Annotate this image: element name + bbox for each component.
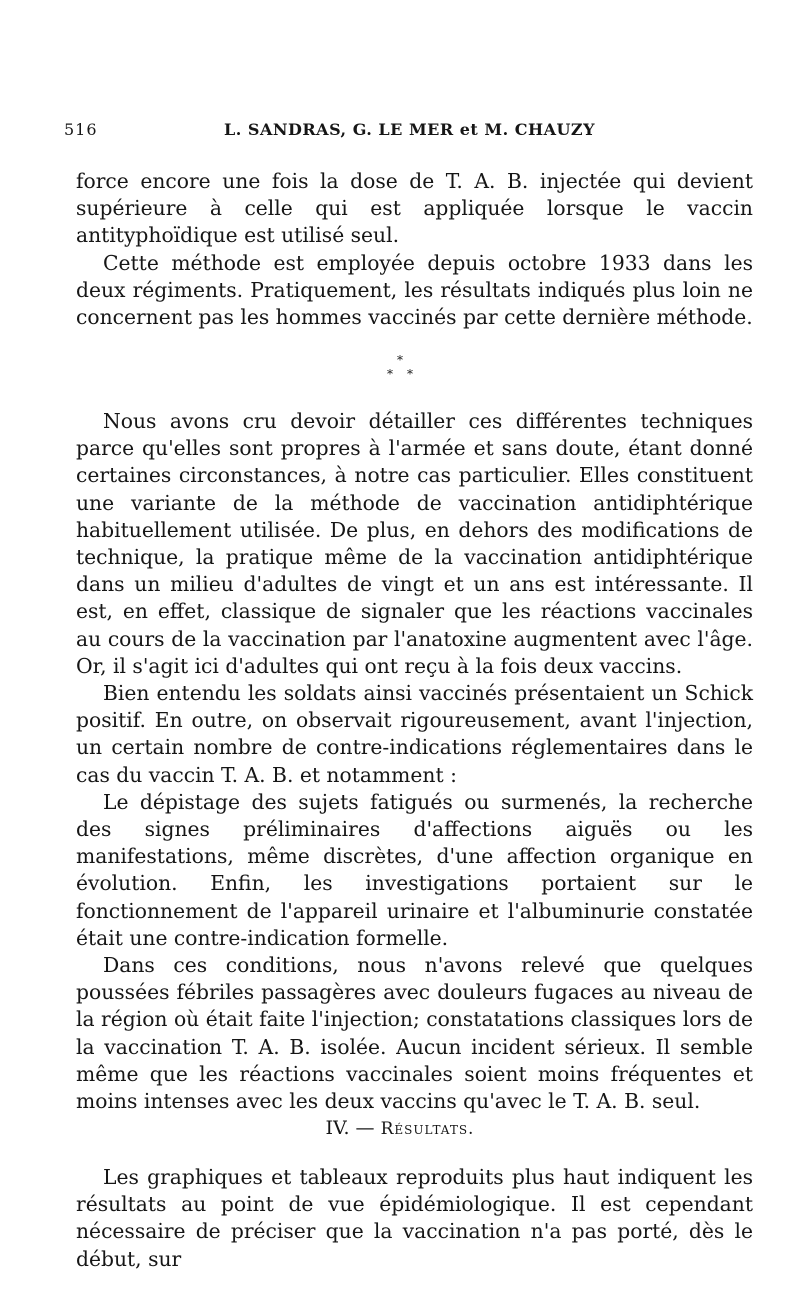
asterism-star: *	[397, 353, 403, 367]
paragraph-screening: Le dépistage des sujets fatigués ou surmenés, la recherche des signes préliminaires d'affections aiguës ou les manifestations, même discrètes, d'une affection organique en évolution. Enfin, les investigations portaient sur le fonctionnement de l'appareil urinaire et l'albuminurie constatée était une contre-indication formelle.	[76, 789, 753, 950]
paragraph-continuation: force encore une fois la dose de T. A. B. injectée qui devient supérieure à celle qui est appliquée lorsque le vaccin antityphoïdique est utilisé seul.	[76, 169, 753, 248]
asterism-star: *	[407, 367, 413, 381]
paragraph-method: Cette méthode est employée depuis octobre 1933 dans les deux régiments. Pratiquement, les résultats indiqués plus loin ne concernent pas les hommes vaccinés par cette dernière méthode.	[76, 250, 753, 330]
running-head-authors: L. SANDRAS, G. LE MER et M. CHAUZY	[224, 120, 596, 139]
section-title: Résultats.	[380, 1119, 475, 1139]
asterism-star: *	[387, 367, 393, 381]
page-number: 516	[64, 120, 98, 139]
section-number: IV. —	[325, 1117, 375, 1139]
paragraph-schick: Bien entendu les soldats ainsi vaccinés présentaient un Schick positif. En outre, on observait rigoureusement, avant l'injection, un certain nombre de contre-indications réglementaires dans le cas du vaccin T. A. B. et notamment :	[76, 681, 753, 787]
section-heading	[0, 1117, 800, 1139]
text-block-middle	[76, 408, 753, 1115]
paragraph-techniques: Nous avons cru devoir détailler ces différentes techniques parce qu'elles sont propres à l'armée et sans doute, étant donné certaines circonstances, à notre cas particulier. Elles constituent une variante de la méthode de vaccination antidiphtérique habituellement utilisée. De plus, en dehors des modifications de technique, la pratique même de la vaccination antidiphtérique dans un milieu d'adultes de vingt et un ans est intéressante. Il est, en effet, classique de signaler que les réactions vaccinales au cours de la vaccination par l'anatoxine augmentent avec l'âge. Or, il s'agit ici d'adultes qui ont reçu à la fois deux vaccins.	[76, 409, 753, 678]
paragraph-results: Les graphiques et tableaux reproduits plus haut indiquent les résultats au point de vue épidémiologique. Il est cependant nécessaire de préciser que la vaccination n'a pas porté, dès le début, sur	[76, 1165, 753, 1271]
page-header	[64, 120, 754, 142]
text-block-top	[76, 168, 753, 331]
text-block-bottom	[76, 1164, 753, 1273]
paragraph-conditions: Dans ces conditions, nous n'avons relevé que quelques poussées fébriles passagères avec douleurs fugaces au niveau de la région où était faite l'injection; constatations classiques lors de la vaccination T. A. B. isolée. Aucun incident sérieux. Il semble même que les réactions vaccinales soient moins fréquentes et moins intenses avec les deux vaccins qu'avec le T. A. B. seul.	[76, 953, 753, 1114]
asterism-separator	[385, 354, 425, 384]
